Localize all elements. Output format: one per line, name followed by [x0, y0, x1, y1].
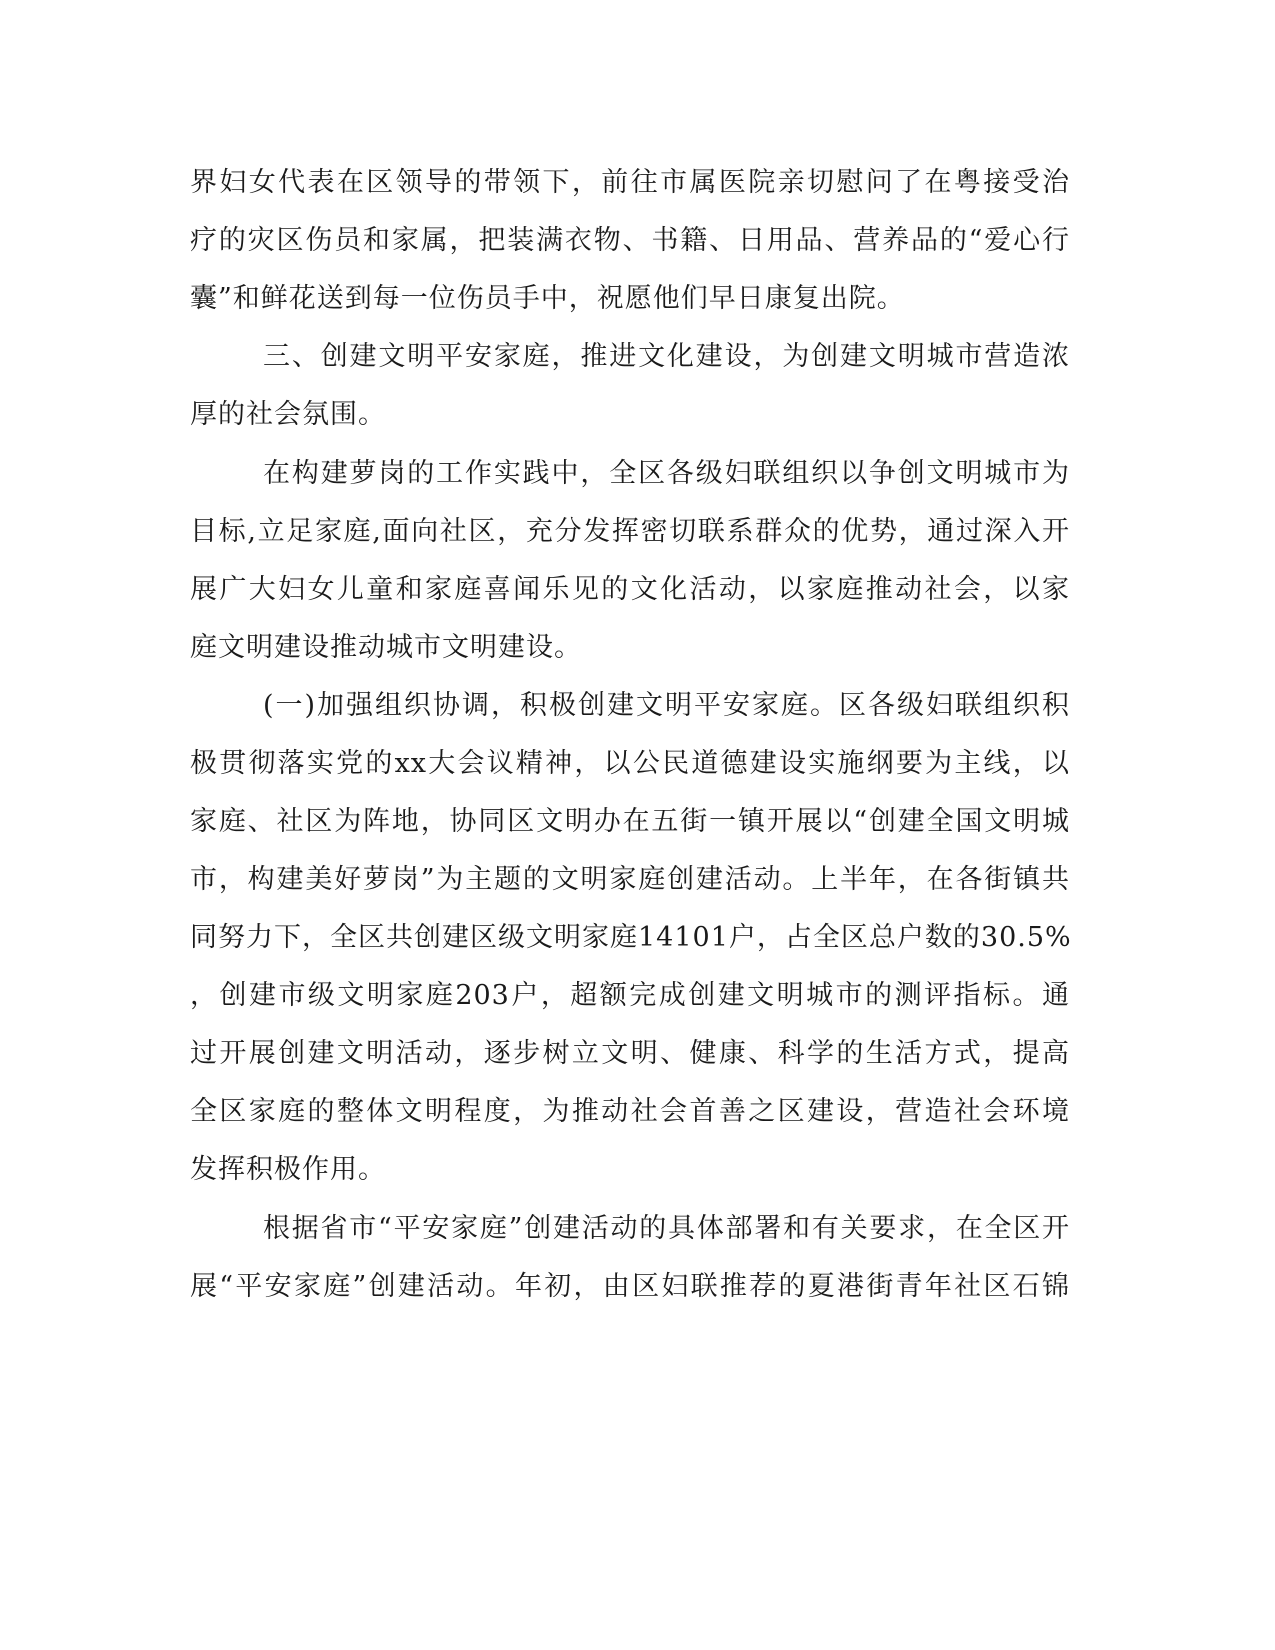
- text-line: ，创建市级文明家庭203户，超额完成创建文明城市的测评指标。通: [190, 980, 1070, 1011]
- text-line: 在构建萝岗的工作实践中，全区各级妇联组织以争创文明城市为: [263, 458, 1070, 489]
- text-line: 发挥积极作用。: [190, 1154, 386, 1185]
- text-line: 展“平安家庭”创建活动。年初，由区妇联推荐的夏港街青年社区石锦: [190, 1271, 1070, 1302]
- text-line: 庭文明建设推动城市文明建设。: [190, 632, 582, 663]
- text-line: 全区家庭的整体文明程度，为推动社会首善之区建设，营造社会环境: [190, 1096, 1070, 1127]
- paragraph-heading-line: 三、创建文明平安家庭，推进文化建设，为创建文明城市营造浓: [263, 341, 1070, 372]
- text-line: 过开展创建文明活动，逐步树立文明、健康、科学的生活方式，提高: [190, 1038, 1070, 1069]
- text-line: 界妇女代表在区领导的带领下，前往市属医院亲切慰问了在粤接受治: [190, 167, 1070, 198]
- text-line: 家庭、社区为阵地，协同区文明办在五街一镇开展以“创建全国文明城: [190, 806, 1070, 837]
- text-line: 同努力下，全区共创建区级文明家庭14101户，占全区总户数的30.5%: [190, 922, 1072, 953]
- text-line: 疗的灾区伤员和家属，把装满衣物、书籍、日用品、营养品的“爱心行: [190, 225, 1070, 256]
- text-line: 囊”和鲜花送到每一位伤员手中，祝愿他们早日康复出院。: [190, 283, 905, 314]
- text-line: 目标,立足家庭,面向社区，充分发挥密切联系群众的优势，通过深入开: [190, 516, 1070, 547]
- text-line: 厚的社会氛围。: [190, 399, 386, 430]
- text-line: 市，构建美好萝岗”为主题的文明家庭创建活动。上半年，在各街镇共: [190, 864, 1070, 895]
- text-line: 根据省市“平安家庭”创建活动的具体部署和有关要求，在全区开: [263, 1213, 1070, 1244]
- text-line: 极贯彻落实党的xx大会议精神，以公民道德建设实施纲要为主线，以: [190, 748, 1070, 779]
- paragraph-heading-line: (一)加强组织协调，积极创建文明平安家庭。区各级妇联组织积: [263, 690, 1070, 721]
- text-line: 展广大妇女儿童和家庭喜闻乐见的文化活动，以家庭推动社会，以家: [190, 574, 1070, 605]
